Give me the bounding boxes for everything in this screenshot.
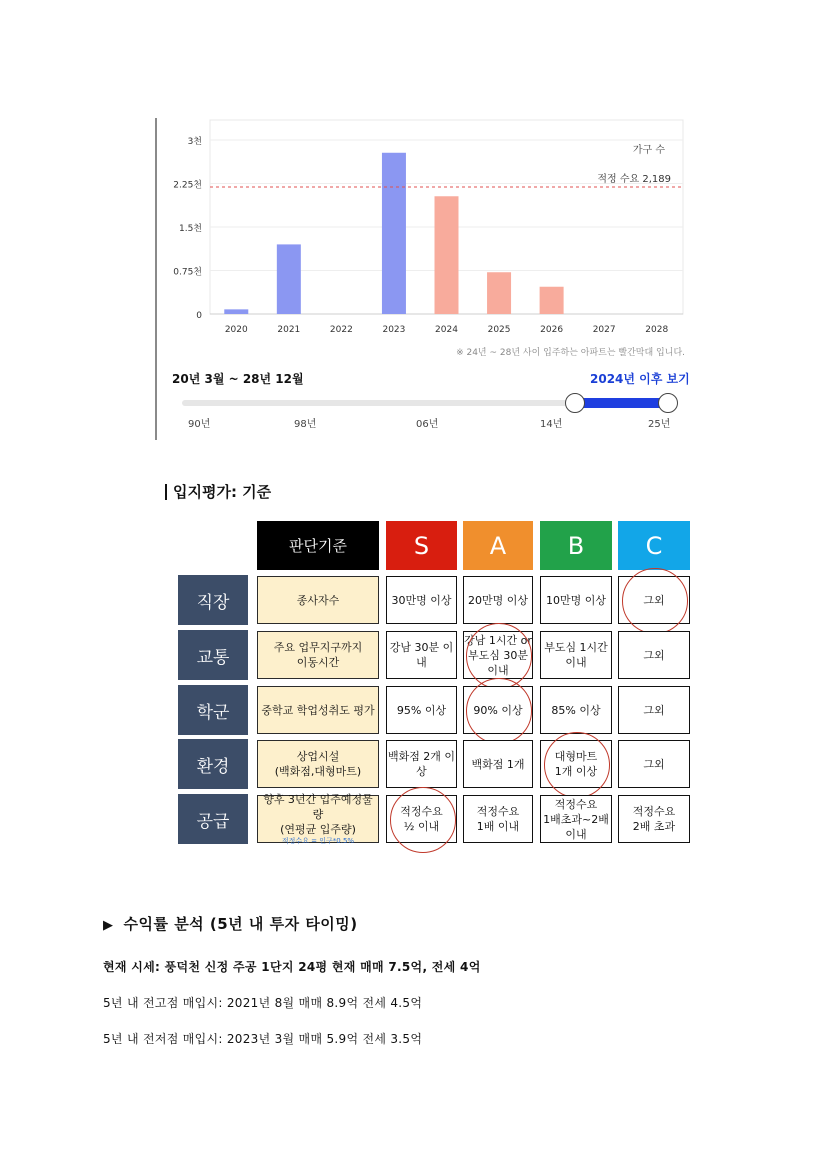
cell-text: 백화점 1개 bbox=[471, 757, 525, 771]
slider-tick-label: 14년 bbox=[540, 419, 563, 430]
cell-text: 상업시설 (백화점,대형마트) bbox=[274, 750, 362, 778]
bar-2023 bbox=[382, 153, 406, 314]
grade-cell bbox=[386, 740, 457, 788]
row-label-2: 학군 bbox=[178, 685, 248, 735]
slider-tick-label: 98년 bbox=[294, 419, 317, 430]
cell-text: 중학교 학업성취도 평가 bbox=[261, 703, 375, 717]
x-tick-label: 2024 bbox=[435, 325, 458, 335]
bar-2024 bbox=[435, 196, 459, 314]
row-label-4: 공급 bbox=[178, 794, 248, 844]
cell-text: 95% 이상 bbox=[396, 703, 447, 717]
slider-start-handle[interactable] bbox=[565, 393, 585, 413]
grade-a-header: A bbox=[463, 521, 533, 570]
bar-2020 bbox=[224, 309, 248, 314]
cell-text: 백화점 2개 이상 bbox=[387, 750, 456, 778]
cell-text: 적정수요 1배 이내 bbox=[476, 805, 520, 833]
eval-section-title: 입지평가: 기준 bbox=[173, 483, 272, 501]
grade-b-header: B bbox=[540, 521, 612, 570]
date-range-label: 20년 3월 ~ 28년 12월 bbox=[172, 372, 304, 386]
row-label-1: 교통 bbox=[178, 630, 248, 680]
cell-text: 주요 업무지구까지 이동시간 bbox=[273, 641, 363, 669]
bar-2025 bbox=[487, 272, 511, 314]
high-point-line: 5년 내 전고점 매입시: 2021년 8월 매매 8.9억 전세 4.5억 bbox=[103, 996, 423, 1010]
selection-circle bbox=[622, 568, 688, 634]
cell-text: 그외 bbox=[643, 757, 665, 771]
bar-2021 bbox=[277, 244, 301, 314]
grade-cell bbox=[386, 576, 457, 624]
cell-text: 부도심 1시간 이내 bbox=[544, 641, 608, 669]
cell-text: 90% 이상 bbox=[473, 703, 523, 717]
y-tick-label: 2.25천 bbox=[173, 180, 202, 191]
cell-text: 그외 bbox=[643, 648, 665, 662]
y-tick-label: 1.5천 bbox=[178, 224, 202, 234]
grade-cell bbox=[386, 631, 457, 679]
criteria-cell bbox=[257, 576, 379, 624]
selection-circle bbox=[466, 678, 532, 744]
criteria-cell bbox=[257, 686, 379, 734]
slider-end-handle[interactable] bbox=[658, 393, 678, 413]
series-label: 가구 수 bbox=[632, 145, 665, 156]
triangle-bullet-icon: ▶ bbox=[103, 918, 114, 933]
selection-circle bbox=[390, 787, 456, 853]
supply-bar-chart bbox=[155, 118, 695, 440]
bar-2026 bbox=[540, 287, 564, 314]
cell-text: 그외 bbox=[643, 703, 665, 717]
chart-note: ※ 24년 ~ 28년 사이 입주하는 아파트는 빨간막대 입니다. bbox=[456, 348, 685, 358]
grade-cell bbox=[386, 686, 457, 734]
grade-cell bbox=[618, 795, 690, 843]
cell-text: 강남 30분 이내 bbox=[389, 641, 454, 669]
x-tick-label: 2021 bbox=[277, 325, 301, 335]
criteria-cell bbox=[257, 631, 379, 679]
criteria-note: 적정수요 = 인구*0.5% bbox=[281, 837, 355, 845]
grade-cell bbox=[463, 576, 533, 624]
grade-cell bbox=[463, 740, 533, 788]
grade-cell bbox=[618, 686, 690, 734]
cell-text: 20만명 이상 bbox=[468, 593, 528, 607]
grade-cell bbox=[618, 631, 690, 679]
slider-tick-label: 90년 bbox=[188, 419, 211, 430]
grade-cell bbox=[540, 686, 612, 734]
grade-c-header: C bbox=[618, 521, 690, 570]
cell-text: 그외 bbox=[643, 593, 665, 607]
x-tick-label: 2023 bbox=[382, 325, 406, 335]
x-tick-label: 2028 bbox=[645, 325, 669, 335]
cell-text: 향후 3년간 입주예정물량 (연평균 입주량) bbox=[263, 793, 373, 836]
cell-text: 적정수요 2배 초과 bbox=[632, 805, 676, 833]
cell-text: 대형마트 1개 이상 bbox=[554, 750, 598, 778]
y-tick-label: 0 bbox=[196, 311, 202, 321]
criteria-cell bbox=[257, 740, 379, 788]
profit-heading-text: 수익률 분석 (5년 내 투자 타이밍) bbox=[123, 915, 358, 933]
year-slider-selection bbox=[574, 398, 668, 408]
grade-cell bbox=[540, 576, 612, 624]
view-after-2024-link[interactable]: 2024년 이후 보기 bbox=[590, 372, 690, 386]
selection-circle bbox=[544, 732, 610, 798]
x-tick-label: 2020 bbox=[224, 325, 248, 335]
row-label-3: 환경 bbox=[178, 739, 248, 789]
criteria-header: 판단기준 bbox=[257, 521, 379, 570]
criteria-cell bbox=[257, 795, 379, 843]
profit-heading bbox=[103, 913, 358, 934]
slider-tick-label: 25년 bbox=[648, 419, 671, 430]
cell-text: 10만명 이상 bbox=[546, 593, 606, 607]
cell-text: 적정수요 1배초과~2배 이내 bbox=[543, 797, 609, 841]
grade-cell bbox=[618, 740, 690, 788]
cell-text: 강남 1시간 or 부도심 30분 이내 bbox=[464, 633, 532, 677]
x-tick-label: 2022 bbox=[329, 325, 353, 335]
cell-text: 30만명 이상 bbox=[391, 593, 452, 607]
y-tick-label: 3천 bbox=[187, 137, 202, 147]
section-marker bbox=[165, 484, 167, 500]
y-tick-label: 0.75천 bbox=[173, 267, 202, 278]
chart-svg bbox=[155, 118, 695, 368]
x-tick-label: 2025 bbox=[487, 325, 511, 335]
grade-cell bbox=[463, 795, 533, 843]
grade-cell bbox=[540, 631, 612, 679]
cell-text: 종사자수 bbox=[296, 593, 340, 607]
cell-text: 적정수요 ½ 이내 bbox=[400, 805, 443, 833]
grade-s-header: S bbox=[386, 521, 457, 570]
grade-cell bbox=[540, 795, 612, 843]
x-tick-label: 2027 bbox=[592, 325, 616, 335]
row-label-0: 직장 bbox=[178, 575, 248, 625]
current-price-line: 현재 시세: 풍덕천 신정 주공 1단지 24평 현재 매매 7.5억, 전세 4억 bbox=[103, 960, 481, 974]
low-point-line: 5년 내 전저점 매입시: 2023년 3월 매매 5.9억 전세 3.5억 bbox=[103, 1032, 423, 1046]
cell-text: 85% 이상 bbox=[551, 703, 601, 717]
reference-line-label: 적정 수요 2,189 bbox=[597, 174, 671, 186]
x-tick-label: 2026 bbox=[540, 325, 564, 335]
slider-tick-label: 06년 bbox=[416, 419, 439, 430]
